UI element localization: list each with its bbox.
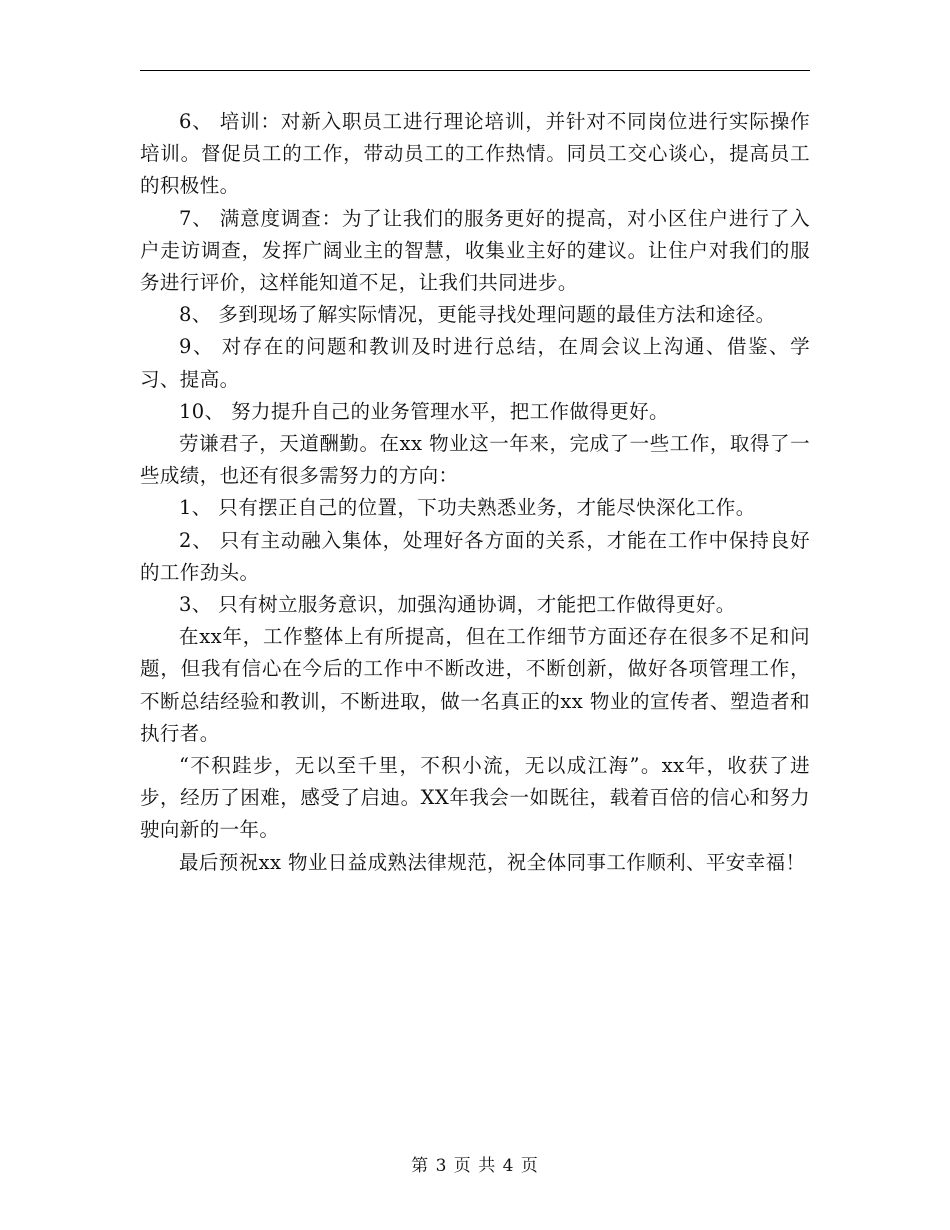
document-body [140, 106, 810, 879]
paragraph: 10、 努力提升自己的业务管理水平，把工作做得更好。 [179, 399, 669, 423]
paragraph: 1、 只有摆正自己的位置，下功夫熟悉业务，才能尽快深化工作。 [179, 496, 756, 520]
paragraph: 8、 多到现场了解实际情况，更能寻找处理问题的最佳方法和途径。 [179, 303, 776, 327]
paragraph: 7、 满意度调查：为了让我们的服务更好的提高，对小区住户进行了入户走访调查，发挥广阔业主的智慧，收集业主好的建议。让住户对我们的服务进行评价，这样能知道不足，让我们共同进步。 [140, 206, 810, 295]
page-number-footer: 第 3 页 共 4 页 [411, 1156, 539, 1176]
header-rule [140, 70, 810, 71]
paragraph: 6、 培训：对新入职员工进行理论培训，并针对不同岗位进行实际操作培训。督促员工的工作，带动员工的工作热情。同员工交心谈心，提高员工的积极性。 [140, 110, 810, 198]
paragraph: 9、 对存在的问题和教训及时进行总结，在周会议上沟通、借鉴、学习、提高。 [140, 335, 810, 391]
paragraph: 2、 只有主动融入集体，处理好各方面的关系，才能在工作中保持良好的工作劲头。 [140, 528, 810, 584]
paragraph: 最后预祝xx 物业日益成熟法律规范，祝全体同事工作顺利、平安幸福！ [179, 850, 806, 874]
paragraph: 3、 只有树立服务意识，加强沟通协调，才能把工作做得更好。 [179, 593, 736, 617]
paragraph: 在xx年，工作整体上有所提高，但在工作细节方面还存在很多不足和问题，但我有信心在今后的工作中不断改进，不断创新，做好各项管理工作，不断总结经验和教训，不断进取，做一名真正的xx 物业的宣传者、塑造者和执行者。 [140, 625, 810, 745]
paragraph: 劳谦君子，天道酬勤。在xx 物业这一年来，完成了一些工作，取得了一些成绩，也还有很多需努力的方向： [140, 432, 810, 488]
paragraph: “不积跬步，无以至千里，不积小流，无以成江海”。xx年，收获了进步，经历了困难，感受了启迪。XX年我会一如既往，载着百倍的信心和努力驶向新的一年。 [140, 754, 810, 842]
